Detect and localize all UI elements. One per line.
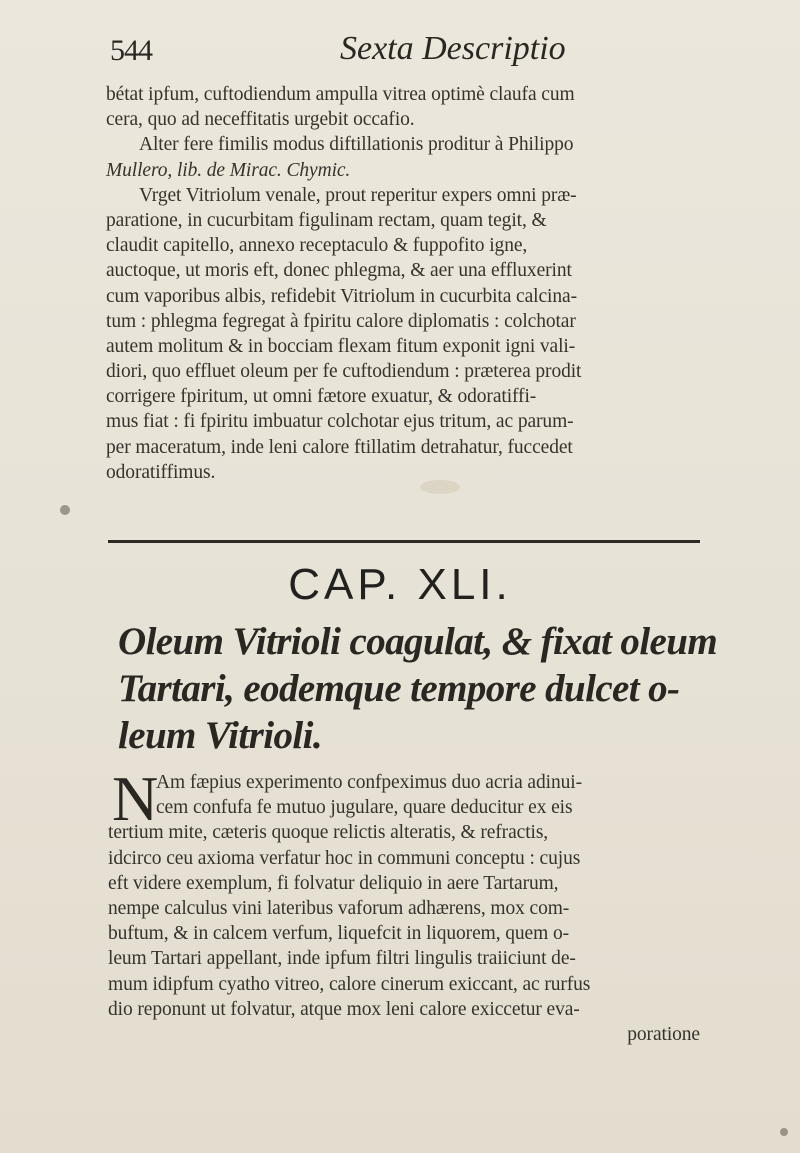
ink-speck [60, 505, 70, 515]
text-line: eft videre exemplum, fi folvatur deliquio in aere Tartarum, [108, 872, 559, 894]
text-line: bétat ipfum, cuftodiendum ampulla vitrea optimè claufa cum [106, 84, 575, 105]
text-line: cera, quo ad neceffitatis urgebit occafio. [106, 109, 415, 131]
text-line: autem molitum & in bocciam flexam fitum exponit igni vali- [106, 335, 576, 357]
text-line: buftum, & in calcem verfum, liquefcit in liquorem, quem o- [108, 923, 569, 945]
section-2-text [108, 763, 728, 1047]
text-line: per maceratum, inde leni calore ftillatim detrahatur, fuccedet [106, 436, 573, 458]
text-line: mum idipfum cyatho vitreo, calore cinerum exiccant, ac rurfus [108, 973, 591, 995]
chapter-title [118, 618, 738, 759]
text-line: mus fiat : fi fpiritu imbuatur colchotar ejus tritum, ac parum- [106, 411, 574, 433]
chapter-number: CAP. XLI. [288, 560, 512, 609]
ink-speck [780, 1128, 788, 1136]
text-line: auctoque, ut moris eft, donec phlegma, & aer una effluxerint [106, 260, 572, 282]
text-line: dio reponunt ut folvatur, atque mox leni calore exiccetur eva- [108, 998, 580, 1020]
text-line: leum Tartari appellant, inde ipfum filtri lingulis traiiciunt de- [108, 948, 576, 970]
text-line: Alter fere fimilis modus diftillationis proditur à Philippo [139, 134, 574, 156]
text-line: Mullero, lib. de Mirac. Chymic. [106, 159, 351, 181]
text-line: odoratiffimus. [106, 461, 216, 483]
page-header [110, 30, 730, 80]
text-line: tertium mite, cæteris quoque relictis alteratis, & refractis, [108, 822, 549, 844]
section-divider [108, 540, 700, 543]
running-title: Sexta Descriptio [340, 30, 566, 67]
text-line: cum vaporibus albis, refidebit Vitriolum in cucurbita calcina- [106, 285, 577, 307]
text-line: nempe calculus vini lateribus vaforum adhærens, mox com- [108, 897, 570, 919]
page-number: 544 [110, 34, 152, 67]
text-line: idcirco ceu axioma verfatur hoc in communi conceptu : cujus [108, 847, 581, 869]
drop-cap: N [112, 763, 159, 834]
text-line: cem confufa fe mutuo jugulare, quare deducitur ex eis [156, 797, 573, 819]
chapter-title-line: Oleum Vitrioli coagulat, & fixat oleum [118, 620, 718, 663]
text-line: Am fæpius experimento confpeximus duo acria adinui- [156, 772, 582, 793]
text-line: tum : phlegma fegregat à fpiritu calore diplomatis : colchotar [106, 310, 576, 332]
text-line: Vrget Vitriolum venale, prout reperitur expers omni præ- [139, 184, 577, 206]
section-1-text [106, 82, 716, 485]
text-line: claudit capitello, annexo receptaculo & fuppofito igne, [106, 235, 528, 257]
chapter-title-line: leum Vitrioli. [118, 714, 322, 757]
text-line: corrigere fpiritum, ut omni fætore exuatur, & odoratiffi- [106, 386, 537, 408]
chapter-title-line: Tartari, eodemque tempore dulcet o- [118, 667, 680, 710]
catchword: poratione [627, 1023, 700, 1045]
text-line: paratione, in cucurbitam figulinam rectam, quam tegit, & [106, 209, 547, 231]
text-line: diori, quo effluet oleum per fe cuftodiendum : præterea prodit [106, 361, 582, 383]
